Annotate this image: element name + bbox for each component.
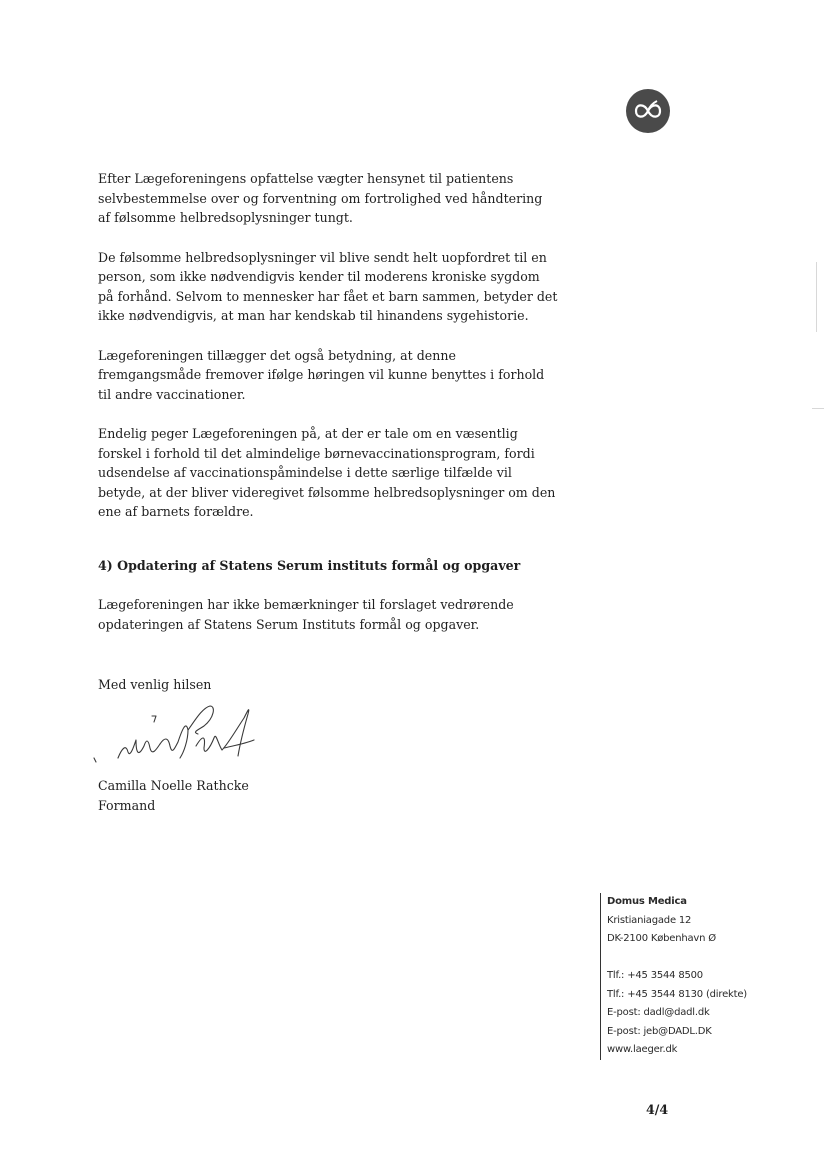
paragraph: Lægeforeningen tillægger det også betydning, at denne fremgangsmåde fremover ifølge høringen vil kunne benyttes i forhold til andre vaccinationer. <box>98 347 545 402</box>
signer-name: Camilla Noelle Rathcke <box>98 778 249 793</box>
signer-block <box>98 776 249 816</box>
scan-artifact <box>812 408 824 409</box>
paragraph: De følsomme helbredsoplysninger vil blive sendt helt uopfordret til en person, som ikke nødvendigvis kender til moderens kroniske sygdom på forhånd. Selvom to mennesker har fået et barn sammen, betyder det ikke nødvendigvis, at man har kendskab til hinandens sygehistorie. <box>98 249 558 323</box>
website-link[interactable]: www.laeger.dk <box>607 1044 678 1055</box>
address-city: DK-2100 København Ø <box>607 933 716 944</box>
scan-artifact <box>816 262 817 332</box>
paragraph: Endelig peger Lægeforeningen på, at der er tale om en væsentlig forskel i forhold til det almindelige børnevaccinationsprogram, fordi udsendelse af vaccinationspåmindelse i dette særlige tilfælde vil betyde, at der bliver videregivet følsomme helbredsoplysninger om den ene af barnets forældre. <box>98 426 556 519</box>
contact-block <box>600 893 747 1060</box>
email-link[interactable]: E-post: dadl@dadl.dk <box>607 1007 710 1018</box>
page-number: 4/4 <box>646 1102 669 1117</box>
letter-body <box>98 169 558 654</box>
paragraph: Lægeforeningen har ikke bemærkninger til forslaget vedrørende opdateringen af Statens Serum Instituts formål og opgaver. <box>98 597 514 632</box>
paragraph: Efter Lægeforeningens opfattelse vægter hensynet til patientens selvbestemmelse over og forventning om fortrolighed ved håndtering af følsomme helbredsoplysninger tungt. <box>98 171 543 225</box>
signature <box>88 700 263 772</box>
phone: Tlf.: +45 3544 8500 <box>607 970 703 981</box>
phone-direct: Tlf.: +45 3544 8130 (direkte) <box>607 988 747 1000</box>
address-street: Kristianiagade 12 <box>607 914 692 926</box>
signer-title: Formand <box>98 798 156 813</box>
email-direct-link[interactable]: E-post: jeb@DADL.DK <box>607 1025 712 1037</box>
closing-salutation: Med venlig hilsen <box>98 677 212 692</box>
section-heading: 4) Opdatering af Statens Serum instituts formål og opgaver <box>98 557 521 573</box>
organization-name: Domus Medica <box>607 896 687 907</box>
dadl-logo-icon <box>626 89 670 133</box>
